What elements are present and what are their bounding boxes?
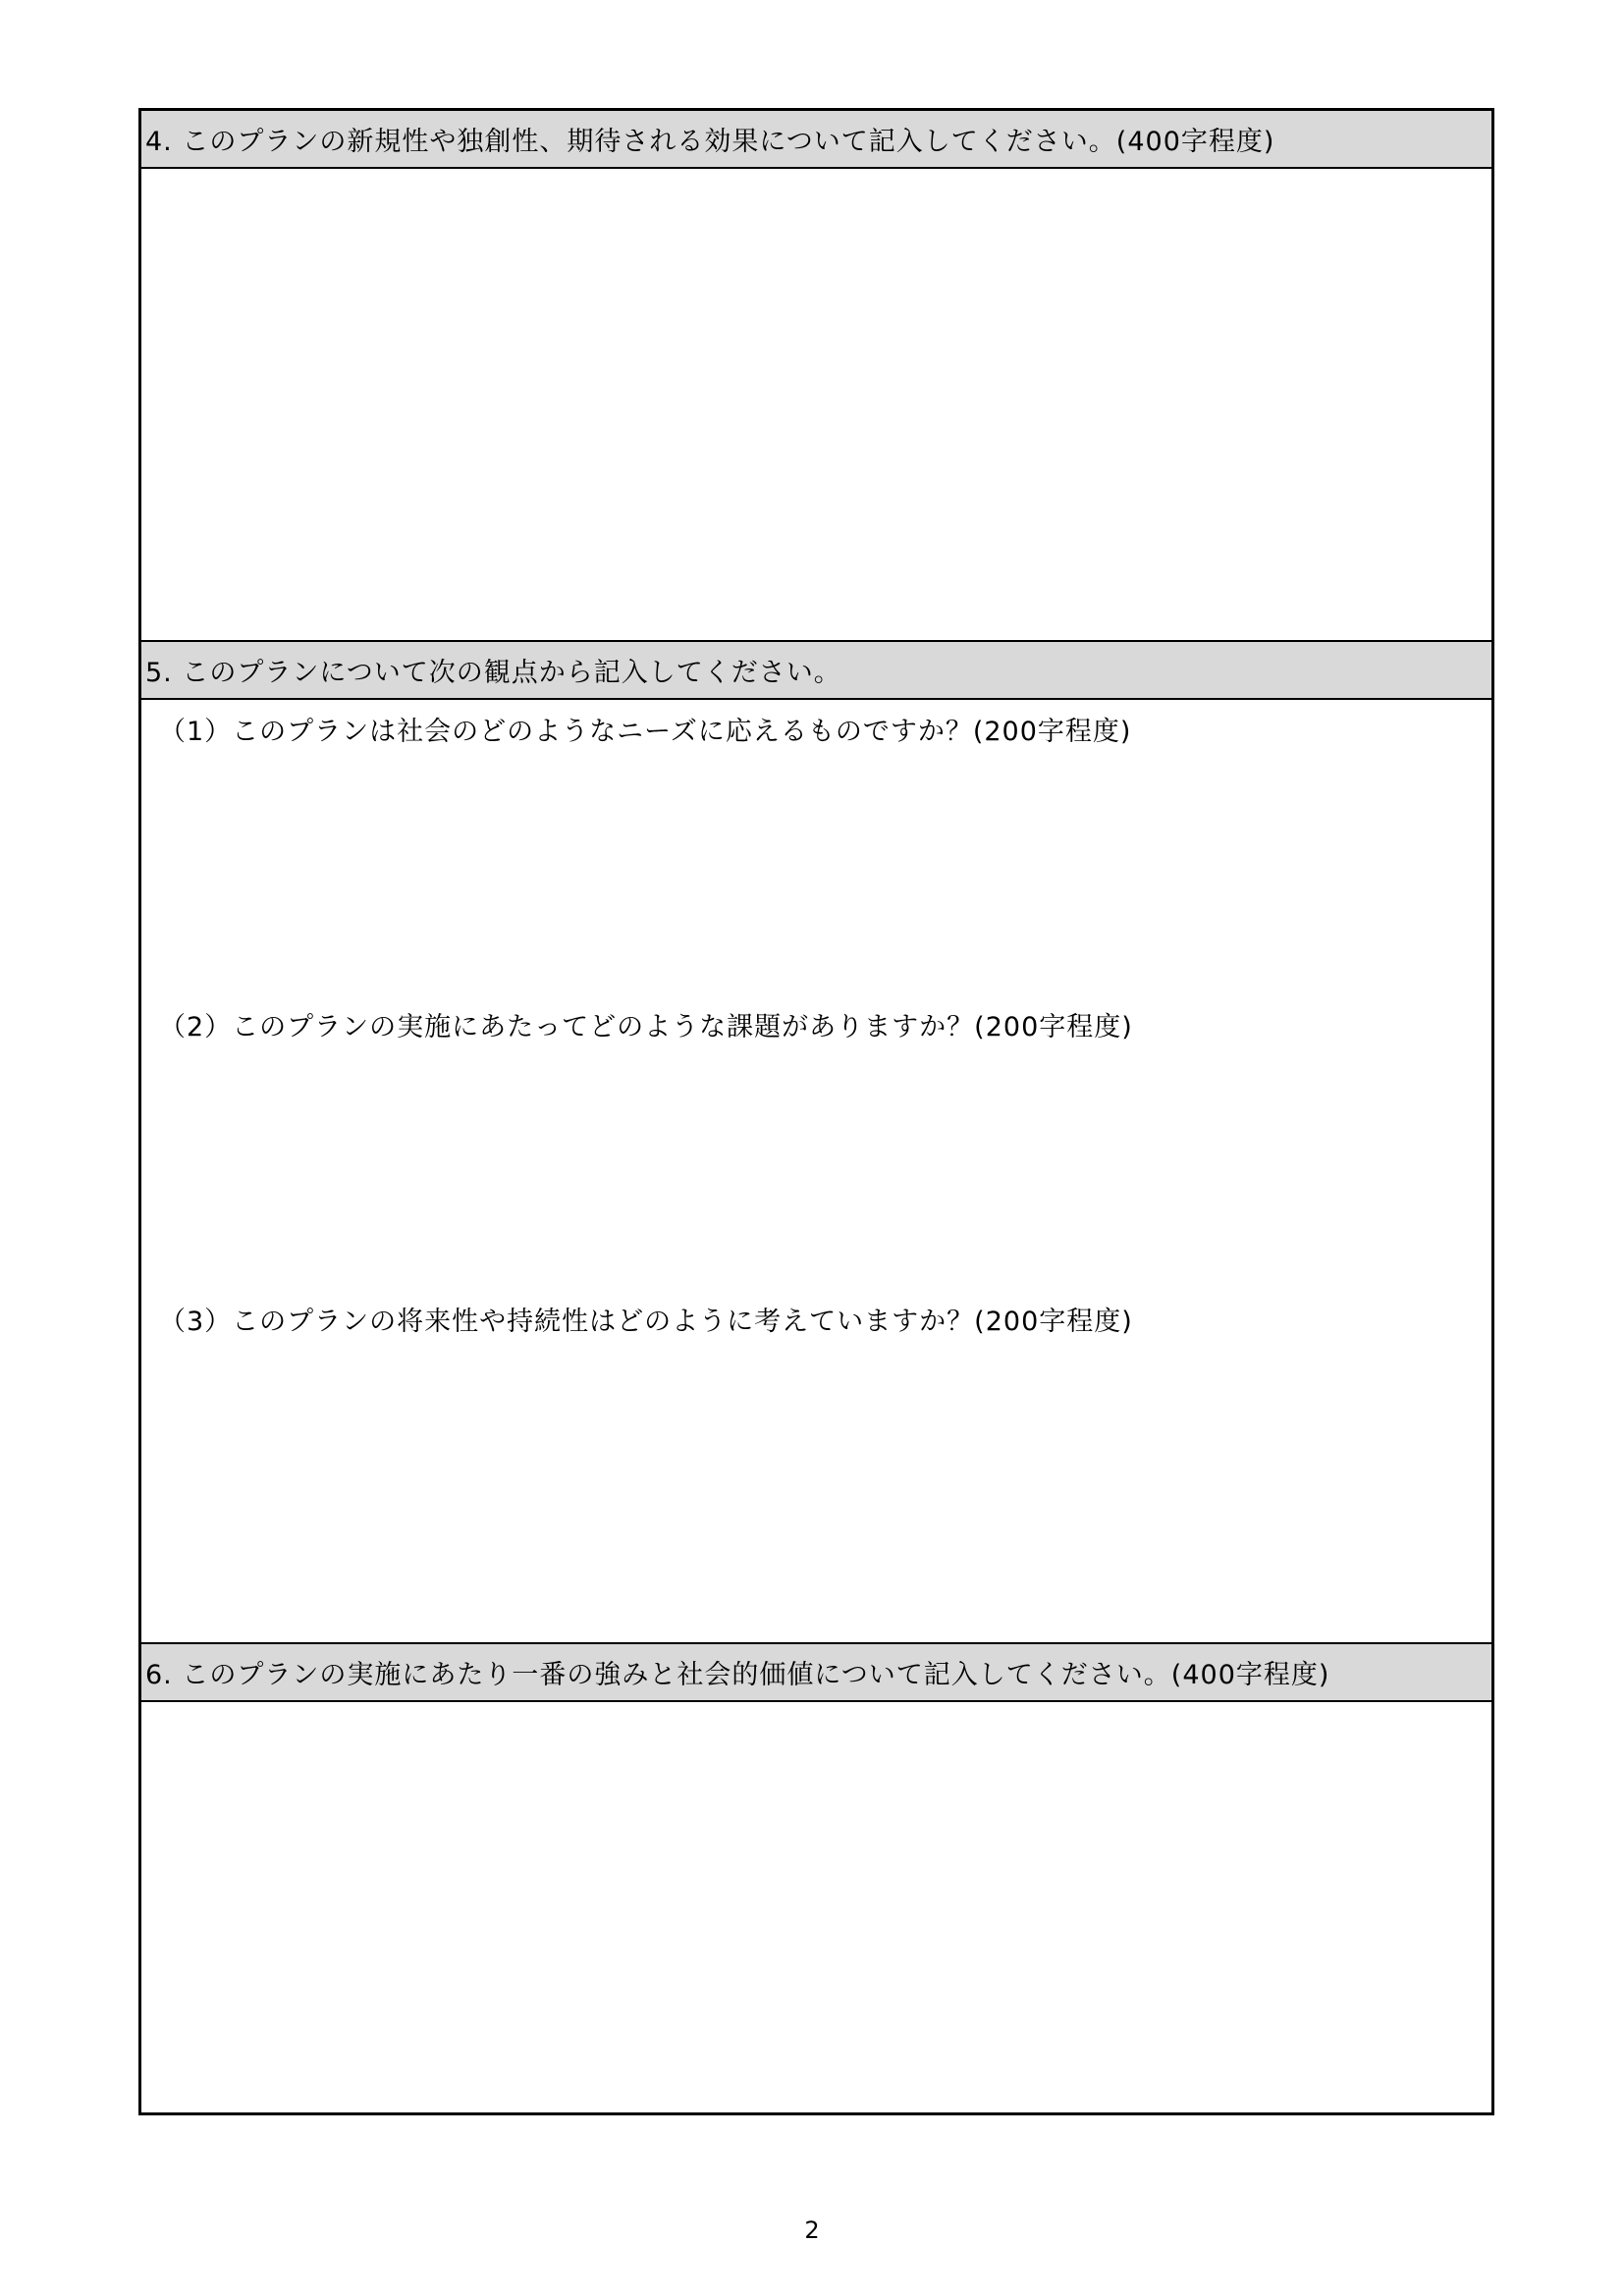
section-5-header: 5. このプランについて次の観点から記入してください。	[141, 640, 1491, 700]
application-form-table	[138, 108, 1494, 2115]
section-4-header: 4. このプランの新規性や独創性、期待される効果について記入してください。(400字程度)	[141, 111, 1491, 169]
section-5-question-1: （1）このプランは社会のどのようなニーズに応えるものですか？(200字程度)	[159, 717, 1132, 747]
page-number: 2	[804, 2216, 820, 2244]
section-5-question-3: （3）このプランの将来性や持続性はどのように考えていますか？(200字程度)	[159, 1307, 1133, 1337]
section-4-answer-area[interactable]	[141, 169, 1491, 640]
section-6-answer-area[interactable]	[141, 1702, 1491, 2112]
section-6-header: 6. このプランの実施にあたり一番の強みと社会的価値について記入してください。(400字程度)	[141, 1642, 1491, 1702]
section-5-question-2: （2）このプランの実施にあたってどのような課題がありますか？(200字程度)	[159, 1012, 1133, 1042]
section-5-answer-area[interactable]	[141, 700, 1491, 1642]
